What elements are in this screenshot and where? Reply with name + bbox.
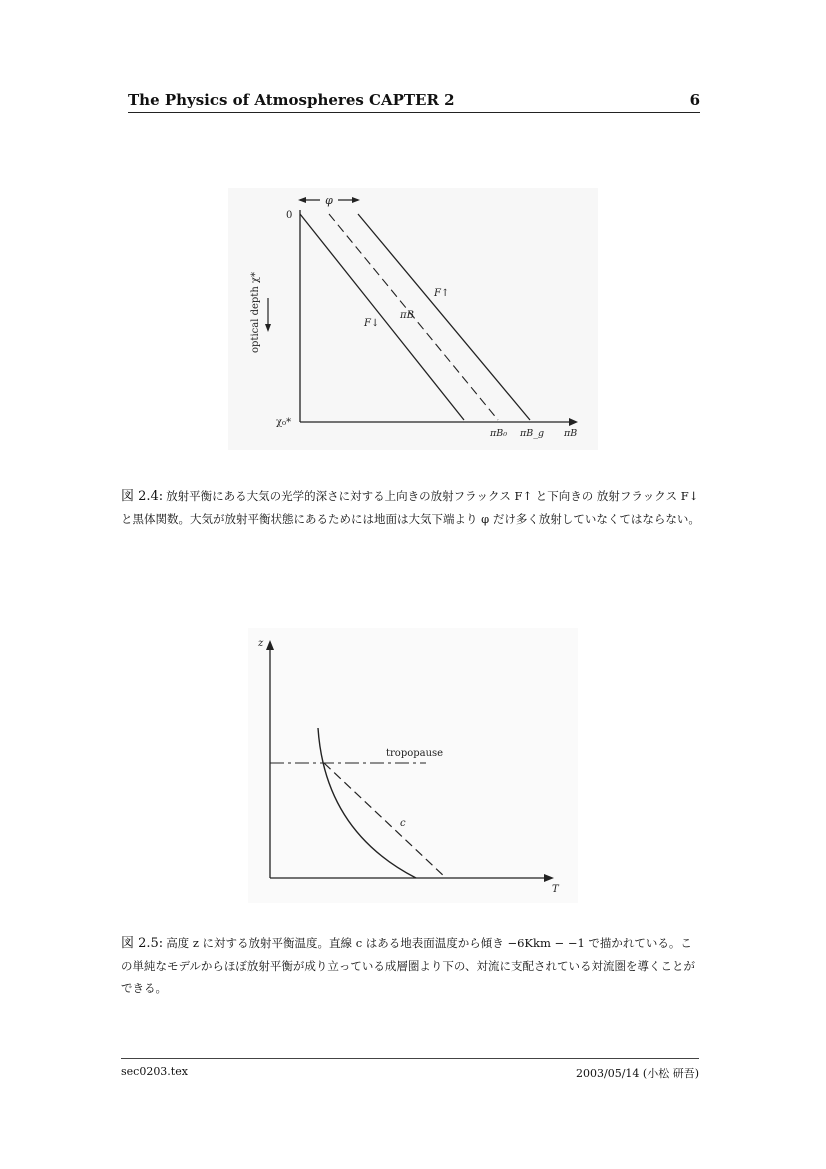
- tropopause-label: tropopause: [386, 748, 444, 759]
- upward-flux-label: F↑: [434, 288, 450, 299]
- date-author: 2003/05/14 (小松 研吾): [576, 1067, 699, 1080]
- caption-text: 高度 z に対する放射平衡温度。直線 c はある地表面温度から傾き −6Kkm − −1 で描かれている。この単純なモデルからほぼ放射平衡が成り立っている成層圏より下の、対流に支配されている対流圏を導くことができる。: [121, 936, 695, 995]
- x-axis-title: πB: [564, 428, 578, 439]
- t-axis-label: T: [552, 884, 559, 895]
- caption-label: 図 2.5:: [121, 936, 164, 951]
- line-c-label: c: [400, 818, 406, 829]
- z-axis-label: z: [258, 638, 264, 649]
- y-tick-chi0: χ₀*: [276, 417, 292, 428]
- blackbody-label: πB: [400, 310, 414, 321]
- source-file-name: sec0203.tex: [121, 1065, 188, 1078]
- caption-text: 放射平衡にある大気の光学的深さに対する上向きの放射フラックス F↑ と下向きの 放射フラックス F↓ と黒体関数。大気が放射平衡状態にあるためには地面は大気下端より φ だけ多く放射していなくてはならない。: [121, 489, 700, 526]
- y-tick-zero: 0: [286, 210, 293, 221]
- running-title: The Physics of Atmospheres CAPTER 2: [128, 91, 455, 109]
- page-number: 6: [689, 91, 700, 109]
- x-tick-b0: πB₀: [490, 428, 508, 439]
- page-footer: [121, 1058, 699, 1080]
- caption-label: 図 2.4:: [121, 489, 164, 504]
- phi-label: φ: [325, 194, 333, 207]
- figure-2-5-caption: [121, 932, 703, 999]
- figure-2-5: [248, 628, 578, 903]
- y-axis-title: optical depth χ*: [250, 272, 261, 353]
- page-header: [128, 90, 700, 113]
- figure-background: [248, 628, 578, 903]
- figure-2-4: [228, 188, 598, 450]
- figure-2-4-caption: [121, 485, 703, 530]
- x-tick-bg: πB_g: [520, 428, 545, 439]
- downward-flux-label: F↓: [364, 318, 380, 329]
